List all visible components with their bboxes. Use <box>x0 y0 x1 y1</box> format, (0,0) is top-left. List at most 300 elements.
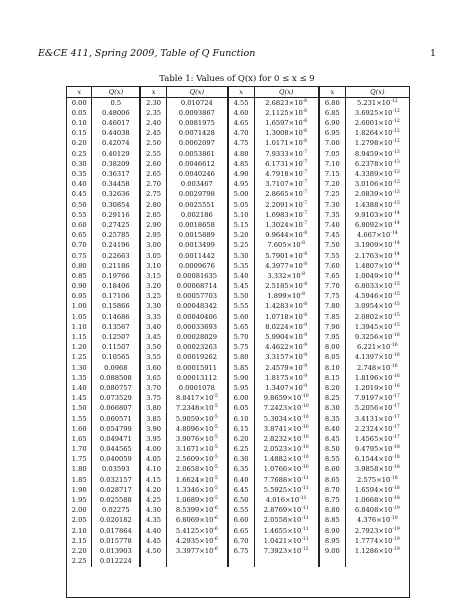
x-value-cell: 0.40 <box>71 180 87 189</box>
x-value-cell: 6.35 <box>228 465 254 475</box>
q-value-exponent: -11 <box>301 506 309 512</box>
x-value-cell: 6.95 <box>319 129 345 139</box>
x-value-cell: 5.50 <box>228 292 254 302</box>
q-value-mantissa: 2.6823×10 <box>265 98 303 107</box>
x-value-cell: 4.95 <box>228 180 254 190</box>
x-value-cell: 1.95 <box>71 496 87 505</box>
x-value-cell: 5.40 <box>228 271 254 281</box>
page-number: 1 <box>429 48 436 59</box>
x-value-cell: 1.40 <box>71 383 87 392</box>
x-value-cell: 1.15 <box>71 333 87 342</box>
q-value-cell <box>345 444 409 454</box>
x-value-cell: 4.15 <box>140 475 166 485</box>
q-value-exponent: -5 <box>213 414 218 420</box>
x-value-cell: 5.00 <box>228 190 254 200</box>
q-value-mantissa: 6.8069×10 <box>175 516 214 525</box>
table-row <box>67 322 409 332</box>
q-value-cell <box>92 98 140 109</box>
x-value-cell: 8.50 <box>319 444 345 454</box>
q-value-cell <box>92 190 140 200</box>
q-value-cell <box>345 292 409 302</box>
q-value-cell <box>167 424 228 434</box>
q-value-cell <box>345 506 409 516</box>
x-value-cell: 9.00 <box>319 546 345 556</box>
q-value-exponent: -7 <box>302 159 308 165</box>
q-value-mantissa: 0.5 <box>110 98 122 107</box>
q-value-cell <box>254 149 319 159</box>
q-value-exponent: -19 <box>390 516 398 522</box>
q-value-exponent: -14 <box>392 261 400 267</box>
x-value-cell: 6.05 <box>228 404 254 414</box>
q-value-cell <box>92 332 140 342</box>
x-value-cell: 0.05 <box>71 108 87 117</box>
q-value-mantissa: 0.003467 <box>180 180 213 189</box>
x-value-cell: 7.30 <box>319 200 345 210</box>
q-value-mantissa: 1.6624×10 <box>175 475 214 484</box>
q-value-cell <box>167 465 228 475</box>
q-value-exponent: -14 <box>392 241 400 247</box>
q-table <box>67 87 409 567</box>
q-value-cell <box>167 322 228 332</box>
q-value-exponent: -8 <box>302 261 308 267</box>
q-value-exponent: -5 <box>213 485 218 491</box>
q-value-mantissa: 1.3024×10 <box>265 220 303 229</box>
x-value-cell: 7.60 <box>319 261 345 271</box>
q-value-cell <box>345 159 409 169</box>
q-value-mantissa: 2.0558×10 <box>263 516 302 525</box>
x-value-cell: 1.35 <box>71 373 87 382</box>
q-value-mantissa: 0.24196 <box>102 241 130 250</box>
q-value-mantissa: 1.6597×10 <box>265 119 303 128</box>
x-value-cell: 7.95 <box>319 332 345 342</box>
q-value-exponent: -6 <box>302 108 308 114</box>
q-value-mantissa: 1.2798×10 <box>354 139 393 148</box>
q-value-mantissa: 0.0968 <box>104 363 128 372</box>
q-value-cell <box>254 546 319 556</box>
q-value-cell <box>92 180 140 190</box>
q-value-cell <box>167 251 228 261</box>
table-row <box>67 108 409 118</box>
q-value-cell <box>92 495 140 505</box>
q-value-cell <box>167 281 228 291</box>
q-value-cell <box>167 129 228 139</box>
q-value-exponent: -13 <box>392 159 400 165</box>
x-value-cell: 7.75 <box>319 292 345 302</box>
table-row <box>67 271 409 281</box>
x-value-cell: 8.85 <box>319 516 345 526</box>
x-value-cell: 5.80 <box>228 353 254 363</box>
q-value-mantissa: 0.29116 <box>102 210 130 219</box>
q-value-cell <box>92 373 140 383</box>
q-value-mantissa: 4.7918×10 <box>265 170 303 179</box>
q-value-exponent: -8 <box>300 271 306 277</box>
q-value-cell <box>345 363 409 373</box>
x-value-cell: 0.60 <box>71 220 87 229</box>
table-row <box>67 292 409 302</box>
q-value-cell <box>254 180 319 190</box>
q-value-mantissa: 7.9333×10 <box>265 149 303 158</box>
q-value-exponent: -15 <box>392 302 400 308</box>
x-value-cell: 3.55 <box>140 353 166 363</box>
q-value-exponent: -10 <box>301 394 309 400</box>
q-value-cell <box>167 414 228 424</box>
q-value-cell <box>345 343 409 353</box>
q-value-mantissa: 7.2348×10 <box>175 404 214 413</box>
q-value-mantissa: 0.054799 <box>99 424 132 433</box>
table-row <box>67 149 409 159</box>
x-value-cell: 0.80 <box>71 261 87 270</box>
x-value-cell: 5.65 <box>228 322 254 332</box>
q-value-mantissa: 1.2019×10 <box>354 383 393 392</box>
q-value-cell <box>92 526 140 536</box>
q-value-cell <box>92 363 140 373</box>
q-value-cell <box>92 322 140 332</box>
q-value-exponent: -9 <box>302 353 308 359</box>
q-value-exponent: -14 <box>390 231 398 237</box>
q-value-mantissa: 0.017864 <box>99 526 132 535</box>
q-value-cell <box>92 485 140 495</box>
q-value-cell <box>92 210 140 220</box>
q-value-cell <box>254 343 319 353</box>
x-value-cell: 5.60 <box>228 312 254 322</box>
x-value-cell: 4.90 <box>228 169 254 179</box>
x-value-cell: 6.55 <box>228 506 254 516</box>
q-value-mantissa: 1.0421×10 <box>263 536 302 545</box>
x-value-cell: 1.50 <box>71 404 87 413</box>
q-value-cell <box>167 343 228 353</box>
q-value-cell <box>345 536 409 546</box>
q-value-mantissa: 0.0062097 <box>178 139 215 148</box>
q-value-mantissa: 1.0668×10 <box>354 496 393 505</box>
q-value-mantissa: 0.028717 <box>99 485 132 494</box>
x-value-cell: 0.30 <box>71 159 87 168</box>
q-value-exponent: -18 <box>392 465 400 471</box>
table-row <box>67 546 409 556</box>
q-value-cell <box>345 393 409 403</box>
q-value-cell <box>254 241 319 251</box>
q-value-exponent: -5 <box>213 465 218 471</box>
x-value-cell: 7.35 <box>319 210 345 220</box>
q-value-cell <box>167 556 228 566</box>
q-value-cell <box>345 180 409 190</box>
q-value-cell <box>167 149 228 159</box>
x-value-cell: 6.45 <box>228 485 254 495</box>
q-value-exponent: -6 <box>213 546 218 552</box>
q-value-mantissa: 2.8232×10 <box>263 434 302 443</box>
q-value-mantissa: 0.049471 <box>99 434 132 443</box>
q-value-cell <box>254 302 319 312</box>
q-value-cell <box>92 200 140 210</box>
q-value-mantissa: 0.0081975 <box>178 119 215 128</box>
q-value-cell <box>167 292 228 302</box>
q-value-mantissa: 1.8264×10 <box>354 129 393 138</box>
x-value-cell: 6.20 <box>228 434 254 444</box>
q-value-mantissa: 4.376×10 <box>357 516 391 525</box>
q-value-mantissa: 0.0071428 <box>178 129 215 138</box>
q-value-cell <box>345 485 409 495</box>
q-value-exponent: -5 <box>213 496 218 502</box>
x-value-cell: 7.15 <box>319 169 345 179</box>
q-value-mantissa: 0.00028029 <box>176 333 218 342</box>
q-value-cell <box>345 383 409 393</box>
q-value-exponent: -7 <box>302 149 308 155</box>
q-value-mantissa: 5.4125×10 <box>175 526 214 535</box>
q-value-cell <box>254 200 319 210</box>
x-value-cell: 1.90 <box>71 485 87 494</box>
q-value-mantissa: 0.00015911 <box>176 363 218 372</box>
q-value-mantissa: 0.11507 <box>102 343 130 352</box>
x-value-cell: 1.45 <box>71 394 87 403</box>
x-value-cell: 2.35 <box>140 108 166 118</box>
q-value-mantissa: 9.9644×10 <box>265 231 303 240</box>
x-value-cell: 6.30 <box>228 455 254 465</box>
q-value-cell <box>254 526 319 536</box>
x-value-cell: 8.60 <box>319 465 345 475</box>
q-value-mantissa: 5.9904×10 <box>265 333 303 342</box>
q-value-cell <box>92 353 140 363</box>
q-value-exponent: -14 <box>392 220 400 226</box>
column-header: x <box>319 87 345 98</box>
x-value-cell: 8.95 <box>319 536 345 546</box>
q-value-exponent: -6 <box>213 526 218 532</box>
q-value-exponent: -13 <box>392 200 400 206</box>
q-value-mantissa: 0.0018658 <box>178 220 215 229</box>
q-value-cell <box>92 455 140 465</box>
x-value-cell: 5.20 <box>228 230 254 240</box>
q-value-exponent: -7 <box>302 210 308 216</box>
x-value-cell: 3.75 <box>140 393 166 403</box>
q-value-cell <box>345 220 409 230</box>
q-value-exponent: -19 <box>392 526 400 532</box>
q-value-exponent: -11 <box>301 526 309 532</box>
q-value-cell <box>345 495 409 505</box>
x-value-cell: 8.80 <box>319 506 345 516</box>
q-value-exponent: -17 <box>392 414 400 420</box>
q-value-cell <box>254 230 319 240</box>
q-value-mantissa: 0.38209 <box>102 159 130 168</box>
x-value-cell: 8.00 <box>319 343 345 353</box>
q-value-mantissa: 9.3256×10 <box>354 333 393 342</box>
q-value-cell <box>345 271 409 281</box>
q-value-mantissa: 4.1397×10 <box>354 353 393 362</box>
q-value-exponent: -6 <box>213 536 218 542</box>
q-value-mantissa: 0.19766 <box>102 271 130 280</box>
q-value-exponent: -12 <box>301 546 309 552</box>
q-value-cell <box>92 434 140 444</box>
q-value-cell <box>92 241 140 251</box>
q-value-mantissa: 0.080757 <box>99 383 132 392</box>
q-value-mantissa: 0.10565 <box>102 353 130 362</box>
q-value-cell <box>167 98 228 109</box>
q-value-exponent: -16 <box>392 333 400 339</box>
q-value-mantissa: 0.060571 <box>99 414 132 423</box>
q-value-exponent: -7 <box>302 190 308 196</box>
x-value-cell: 4.75 <box>228 139 254 149</box>
q-value-exponent: -8 <box>302 312 308 318</box>
q-value-exponent: -6 <box>302 98 308 104</box>
x-value-cell: 8.05 <box>319 353 345 363</box>
q-value-cell <box>254 506 319 516</box>
q-value-mantissa: 1.4283×10 <box>265 302 303 311</box>
q-value-exponent: -11 <box>301 536 309 542</box>
table-row <box>67 495 409 505</box>
q-value-mantissa: 6.2378×10 <box>354 159 393 168</box>
q-value-mantissa: 5.7901×10 <box>265 251 303 260</box>
q-value-exponent: -18 <box>392 485 400 491</box>
q-value-exponent: -6 <box>302 129 308 135</box>
x-value-cell: 4.10 <box>140 465 166 475</box>
q-value-mantissa: 2.5609×10 <box>175 455 214 464</box>
x-value-cell: 6.00 <box>228 393 254 403</box>
table-row <box>67 129 409 139</box>
x-value-cell: 4.30 <box>140 506 166 516</box>
x-value-cell: 6.80 <box>319 98 345 109</box>
x-value-cell: 8.20 <box>319 383 345 393</box>
q-value-cell <box>167 169 228 179</box>
q-value-mantissa: 0.00040406 <box>176 312 218 321</box>
q-value-mantissa: 0.025588 <box>99 496 132 505</box>
q-value-exponent: -5 <box>213 445 218 451</box>
q-value-exponent: -10 <box>301 404 309 410</box>
q-value-mantissa: 0.0013499 <box>178 241 215 250</box>
q-value-cell <box>345 404 409 414</box>
x-value-cell: 4.05 <box>140 455 166 465</box>
q-value-cell <box>92 302 140 312</box>
q-value-cell <box>92 506 140 516</box>
x-value-cell: 3.40 <box>140 322 166 332</box>
q-value-mantissa: 0.010724 <box>180 98 213 107</box>
q-value-exponent: -17 <box>392 424 400 430</box>
q-value-cell <box>254 169 319 179</box>
x-value-cell: 2.85 <box>140 210 166 220</box>
q-value-exponent: -19 <box>392 546 400 552</box>
x-value-cell: 8.15 <box>319 373 345 383</box>
q-value-cell <box>167 546 228 556</box>
q-value-cell <box>345 251 409 261</box>
q-value-cell <box>254 220 319 230</box>
x-value-cell: 1.10 <box>71 322 87 331</box>
q-value-cell <box>254 363 319 373</box>
x-value-cell: 0.10 <box>71 119 87 128</box>
q-value-cell <box>167 210 228 220</box>
x-value-cell: 2.45 <box>140 129 166 139</box>
q-value-mantissa: 5.2056×10 <box>354 404 393 413</box>
q-value-mantissa: 1.3346×10 <box>175 485 214 494</box>
q-value-mantissa: 2.1125×10 <box>265 108 303 117</box>
x-value-cell: 6.65 <box>228 526 254 536</box>
x-value-cell: 2.80 <box>140 200 166 210</box>
q-value-cell <box>254 444 319 454</box>
q-value-cell <box>345 169 409 179</box>
x-value-cell: 5.35 <box>228 261 254 271</box>
q-value-mantissa: 8.9459×10 <box>354 149 393 158</box>
q-value-exponent: -5 <box>213 434 218 440</box>
q-value-exponent: -7 <box>302 170 308 176</box>
q-value-cell <box>92 343 140 353</box>
q-value-cell <box>345 118 409 128</box>
q-value-mantissa: 1.0171×10 <box>265 139 303 148</box>
q-value-cell <box>167 383 228 393</box>
q-value-mantissa: 2.0523×10 <box>263 445 302 454</box>
q-value-exponent: -16 <box>390 363 398 369</box>
x-value-cell: 8.45 <box>319 434 345 444</box>
x-value-cell: 4.65 <box>228 118 254 128</box>
q-value-cell <box>254 393 319 403</box>
x-value-cell: 7.70 <box>319 281 345 291</box>
q-value-mantissa: 2.4579×10 <box>265 363 303 372</box>
table-row <box>67 434 409 444</box>
x-value-cell: 5.10 <box>228 210 254 220</box>
x-value-cell: 4.55 <box>228 98 254 109</box>
q-value-mantissa: 6.1731×10 <box>265 159 303 168</box>
q-value-mantissa: 0.0093867 <box>178 108 215 117</box>
x-value-cell: 7.55 <box>319 251 345 261</box>
table-row <box>67 353 409 363</box>
q-value-exponent: -9 <box>302 343 308 349</box>
q-value-mantissa: 3.332×10 <box>267 271 301 280</box>
q-value-mantissa: 0.44038 <box>102 129 130 138</box>
q-value-cell <box>167 332 228 342</box>
table-row <box>67 516 409 526</box>
q-value-cell <box>92 159 140 169</box>
table-body <box>67 98 409 567</box>
q-value-cell <box>345 230 409 240</box>
q-value-exponent: -7 <box>302 200 308 206</box>
q-value-mantissa: 0.34458 <box>102 180 130 189</box>
x-value-cell: 8.90 <box>319 526 345 536</box>
table-row <box>67 383 409 393</box>
q-value-cell <box>92 556 140 566</box>
q-value-cell <box>254 485 319 495</box>
x-value-cell: 0.20 <box>71 139 87 148</box>
x-value-cell: 6.60 <box>228 516 254 526</box>
x-value-cell: 5.90 <box>228 373 254 383</box>
q-value-mantissa: 0.00013112 <box>176 373 218 382</box>
q-value-exponent: -15 <box>392 292 400 298</box>
table-row <box>67 281 409 291</box>
q-value-mantissa: 0.0009676 <box>178 261 215 270</box>
q-value-exponent: -8 <box>302 231 308 237</box>
q-value-cell <box>92 149 140 159</box>
q-value-exponent: -13 <box>392 180 400 186</box>
q-value-cell <box>345 190 409 200</box>
q-value-mantissa: 0.012224 <box>99 557 132 566</box>
q-value-cell <box>345 200 409 210</box>
q-value-cell <box>167 434 228 444</box>
q-value-exponent: -11 <box>299 496 307 502</box>
q-value-mantissa: 3.3157×10 <box>265 353 303 362</box>
q-value-mantissa: 3.9076×10 <box>175 434 214 443</box>
q-value-cell <box>345 302 409 312</box>
q-value-mantissa: 0.22663 <box>102 251 130 260</box>
table-row <box>67 312 409 322</box>
q-value-exponent: -5 <box>213 455 218 461</box>
q-value-mantissa: 2.0802×10 <box>354 312 393 321</box>
x-value-cell: 1.55 <box>71 414 87 423</box>
q-value-mantissa: 9.9103×10 <box>354 210 393 219</box>
x-value-cell: 0.70 <box>71 241 87 250</box>
x-value-cell: 1.65 <box>71 434 87 443</box>
x-value-cell: 1.85 <box>71 475 87 484</box>
q-value-exponent: -17 <box>392 434 400 440</box>
q-value-mantissa: 0.12507 <box>102 333 130 342</box>
x-value-cell: 3.65 <box>140 373 166 383</box>
x-value-cell: 2.25 <box>71 557 87 566</box>
x-value-cell: 3.10 <box>140 261 166 271</box>
table-row <box>67 526 409 536</box>
q-value-cell <box>345 281 409 291</box>
q-value-exponent: -8 <box>300 241 306 247</box>
